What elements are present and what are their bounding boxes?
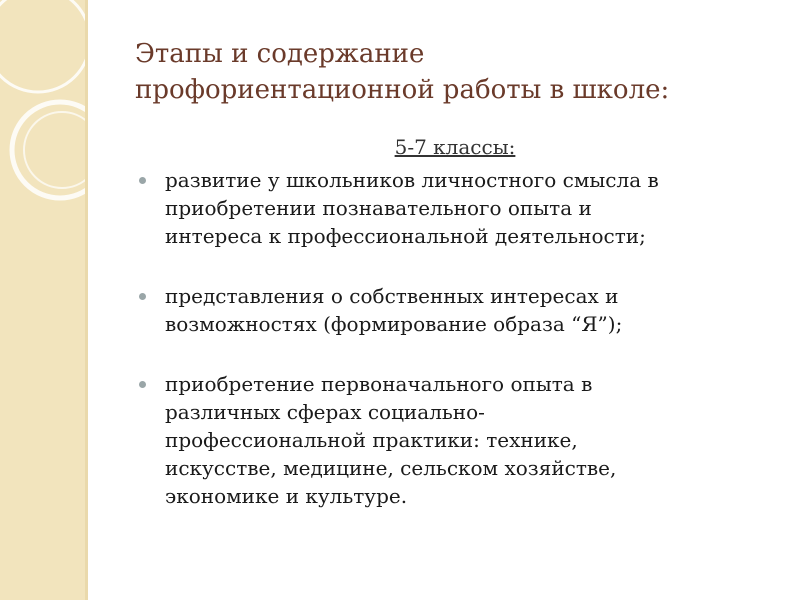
bullet-line: профессиональной практики: технике, (165, 428, 578, 452)
bullet-item (137, 166, 777, 250)
decorative-circles-icon (0, 0, 88, 250)
bullet-line: развитие у школьников личностного смысла в (165, 168, 659, 192)
slide-title (135, 36, 775, 108)
bullet-list (137, 166, 777, 542)
bullet-text (165, 166, 777, 250)
bullet-line: экономике и культуре. (165, 484, 408, 508)
bullet-item (137, 370, 777, 510)
bullet-dot-icon (139, 381, 146, 388)
bullet-line: интереса к профессиональной деятельности; (165, 224, 646, 248)
bullet-dot-icon (139, 293, 146, 300)
bullet-line: приобретение первоначального опыта в (165, 372, 593, 396)
bullet-line: приобретении познавательного опыта и (165, 196, 592, 220)
bullet-line: возможностях (формирование образа “Я”); (165, 312, 623, 336)
title-line: Этапы и содержание (135, 39, 425, 69)
grade-subtitle: 5-7 классы: (394, 135, 516, 159)
bullet-line: искусстве, медицине, сельском хозяйстве, (165, 456, 617, 480)
bullet-text (165, 370, 777, 510)
bullet-text (165, 282, 777, 338)
title-line: профориентационной работы в школе: (135, 75, 670, 105)
bullet-item (137, 282, 777, 338)
bullet-line: представления о собственных интересах и (165, 284, 619, 308)
decorative-side-band (0, 0, 88, 600)
bullet-dot-icon (139, 177, 146, 184)
bullet-line: различных сферах социально- (165, 400, 485, 424)
